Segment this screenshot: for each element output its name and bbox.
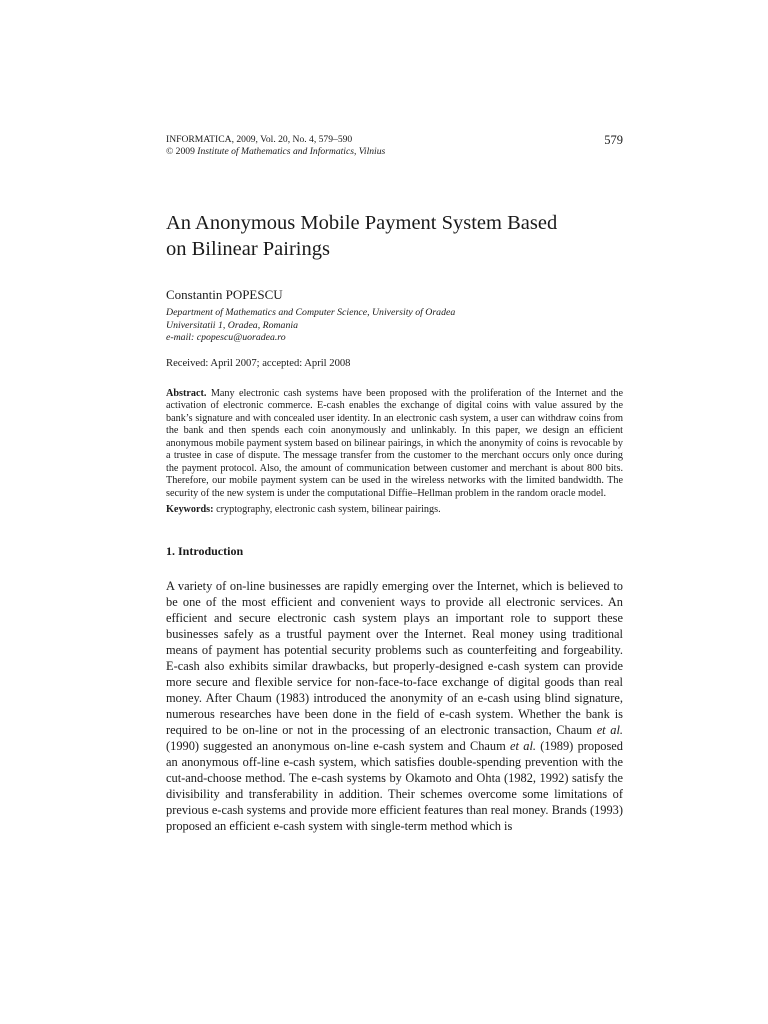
paper-page	[166, 134, 623, 834]
institute-name: Institute of Mathematics and Informatics, Vilnius	[197, 146, 386, 157]
paper-title	[166, 210, 623, 262]
intro-etal-2: et al.	[510, 738, 536, 753]
affiliation-address: Universitatii 1, Oradea, Romania	[166, 319, 298, 331]
title-line-1: An Anonymous Mobile Payment System Based	[166, 212, 558, 234]
section-heading-introduction: 1. Introduction	[166, 543, 244, 558]
intro-text-part-2: (1990) suggested an anonymous on-line e-cash system and Chaum	[166, 738, 511, 753]
keywords-text: cryptography, electronic cash system, bilinear pairings.	[216, 504, 441, 515]
journal-citation: INFORMATICA, 2009, Vol. 20, No. 4, 579–590	[166, 134, 353, 145]
keywords-label: Keywords:	[166, 504, 214, 515]
author-name: Constantin POPESCU	[166, 287, 283, 302]
introduction-paragraph	[166, 578, 623, 834]
title-line-2: on Bilinear Pairings	[166, 238, 330, 260]
intro-text-part-1: A variety of on-line businesses are rapidly emerging over the Internet, which is believed to be one of the most efficient and convenient ways to provide all electronic services. An efficient and secure electronic cash system plays an important role to support these businesses safely as a trustful payment over the Internet. Real money using traditional means of payment has potential security problems such as counterfeiting and forgeability. E-cash also exhibits similar drawbacks, but properly-designed e-cash system can provide more secure and flexible service for non-face-to-face exchange of digital goods than real money. After Chaum (1983) introduced the anonymity of an e-cash using blind signature, numerous researches have been done in the field of e-cash system. Whether the bank is required to be on-line or not in the processing of an electronic transaction, Chaum	[166, 578, 623, 737]
intro-text-part-3: (1989) proposed an anonymous off-line e-cash system, which satisfies double-spending prevention with the cut-and-choose method. The e-cash systems by Okamoto and Ohta (1982, 1992) satisfy the divisibility and transferability in addition. Their schemes overcome some limitations of previous e-cash systems and provide more efficient features than real money. Brands (1993) proposed an efficient e-cash system with single-term method which is	[166, 738, 623, 833]
page-number: 579	[604, 133, 623, 147]
copyright-line	[166, 146, 623, 158]
affiliation-email: e-mail: cpopescu@uoradea.ro	[166, 332, 286, 343]
abstract-text: Many electronic cash systems have been proposed with the proliferation of the Internet and the activation of electronic commerce. E-cash enables the exchange of digital coins with value assured by the bank’s signature and with concealed user identity. In an electronic cash system, a user can withdraw coins from the bank and then spends each coin anonymously and unlinkably. In this paper, we design an efficient anonymous mobile payment system based on bilinear pairings, in which the anonymity of coins is revocable by a trustee in case of dispute. The message transfer from the customer to the merchant occurs only once during the payment protocol. Also, the amount of communication between customer and merchant is about 800 bits. Therefore, our mobile payment system can be used in the wireless networks with the limited bandwidth. The security of the new system is under the computational Diffie–Hellman problem in the random oracle model.	[166, 387, 624, 499]
keywords	[166, 504, 623, 517]
received-dates: Received: April 2007; accepted: April 2008	[166, 357, 351, 369]
running-header	[166, 134, 623, 158]
abstract-label: Abstract.	[166, 387, 207, 399]
author-affiliation	[166, 307, 623, 345]
copyright-year: © 2009	[166, 146, 195, 157]
intro-etal-1: et al.	[596, 722, 624, 737]
affiliation-department: Department of Mathematics and Computer Science, University of Oradea	[166, 307, 456, 318]
abstract	[166, 388, 623, 501]
